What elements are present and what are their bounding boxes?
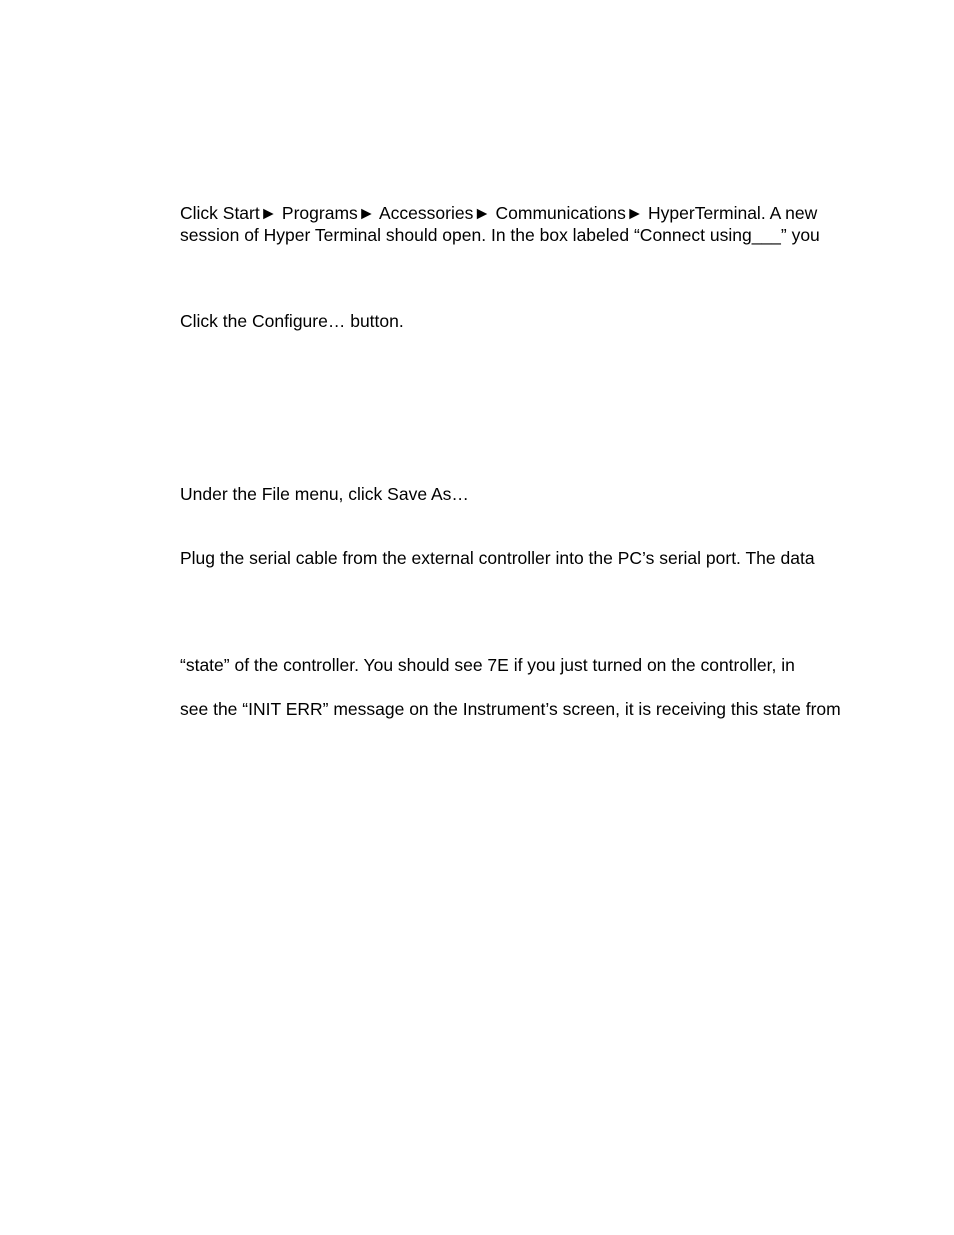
text-line-7: see the “INIT ERR” message on the Instrument’s screen, it is receiving this state from	[180, 699, 841, 719]
text-line-6: “state” of the controller. You should see 7E if you just turned on the controller, in	[180, 655, 795, 675]
text-line-4: Under the File menu, click Save As…	[180, 484, 469, 504]
text-line-1: Click Start► Programs► Accessories► Communications► HyperTerminal. A new	[180, 203, 818, 223]
text-line-3: Click the Configure… button.	[180, 311, 404, 331]
text-line-2: session of Hyper Terminal should open. In the box labeled “Connect using___” you	[180, 225, 820, 245]
text-line-5: Plug the serial cable from the external controller into the PC’s serial port. The data	[180, 548, 815, 568]
